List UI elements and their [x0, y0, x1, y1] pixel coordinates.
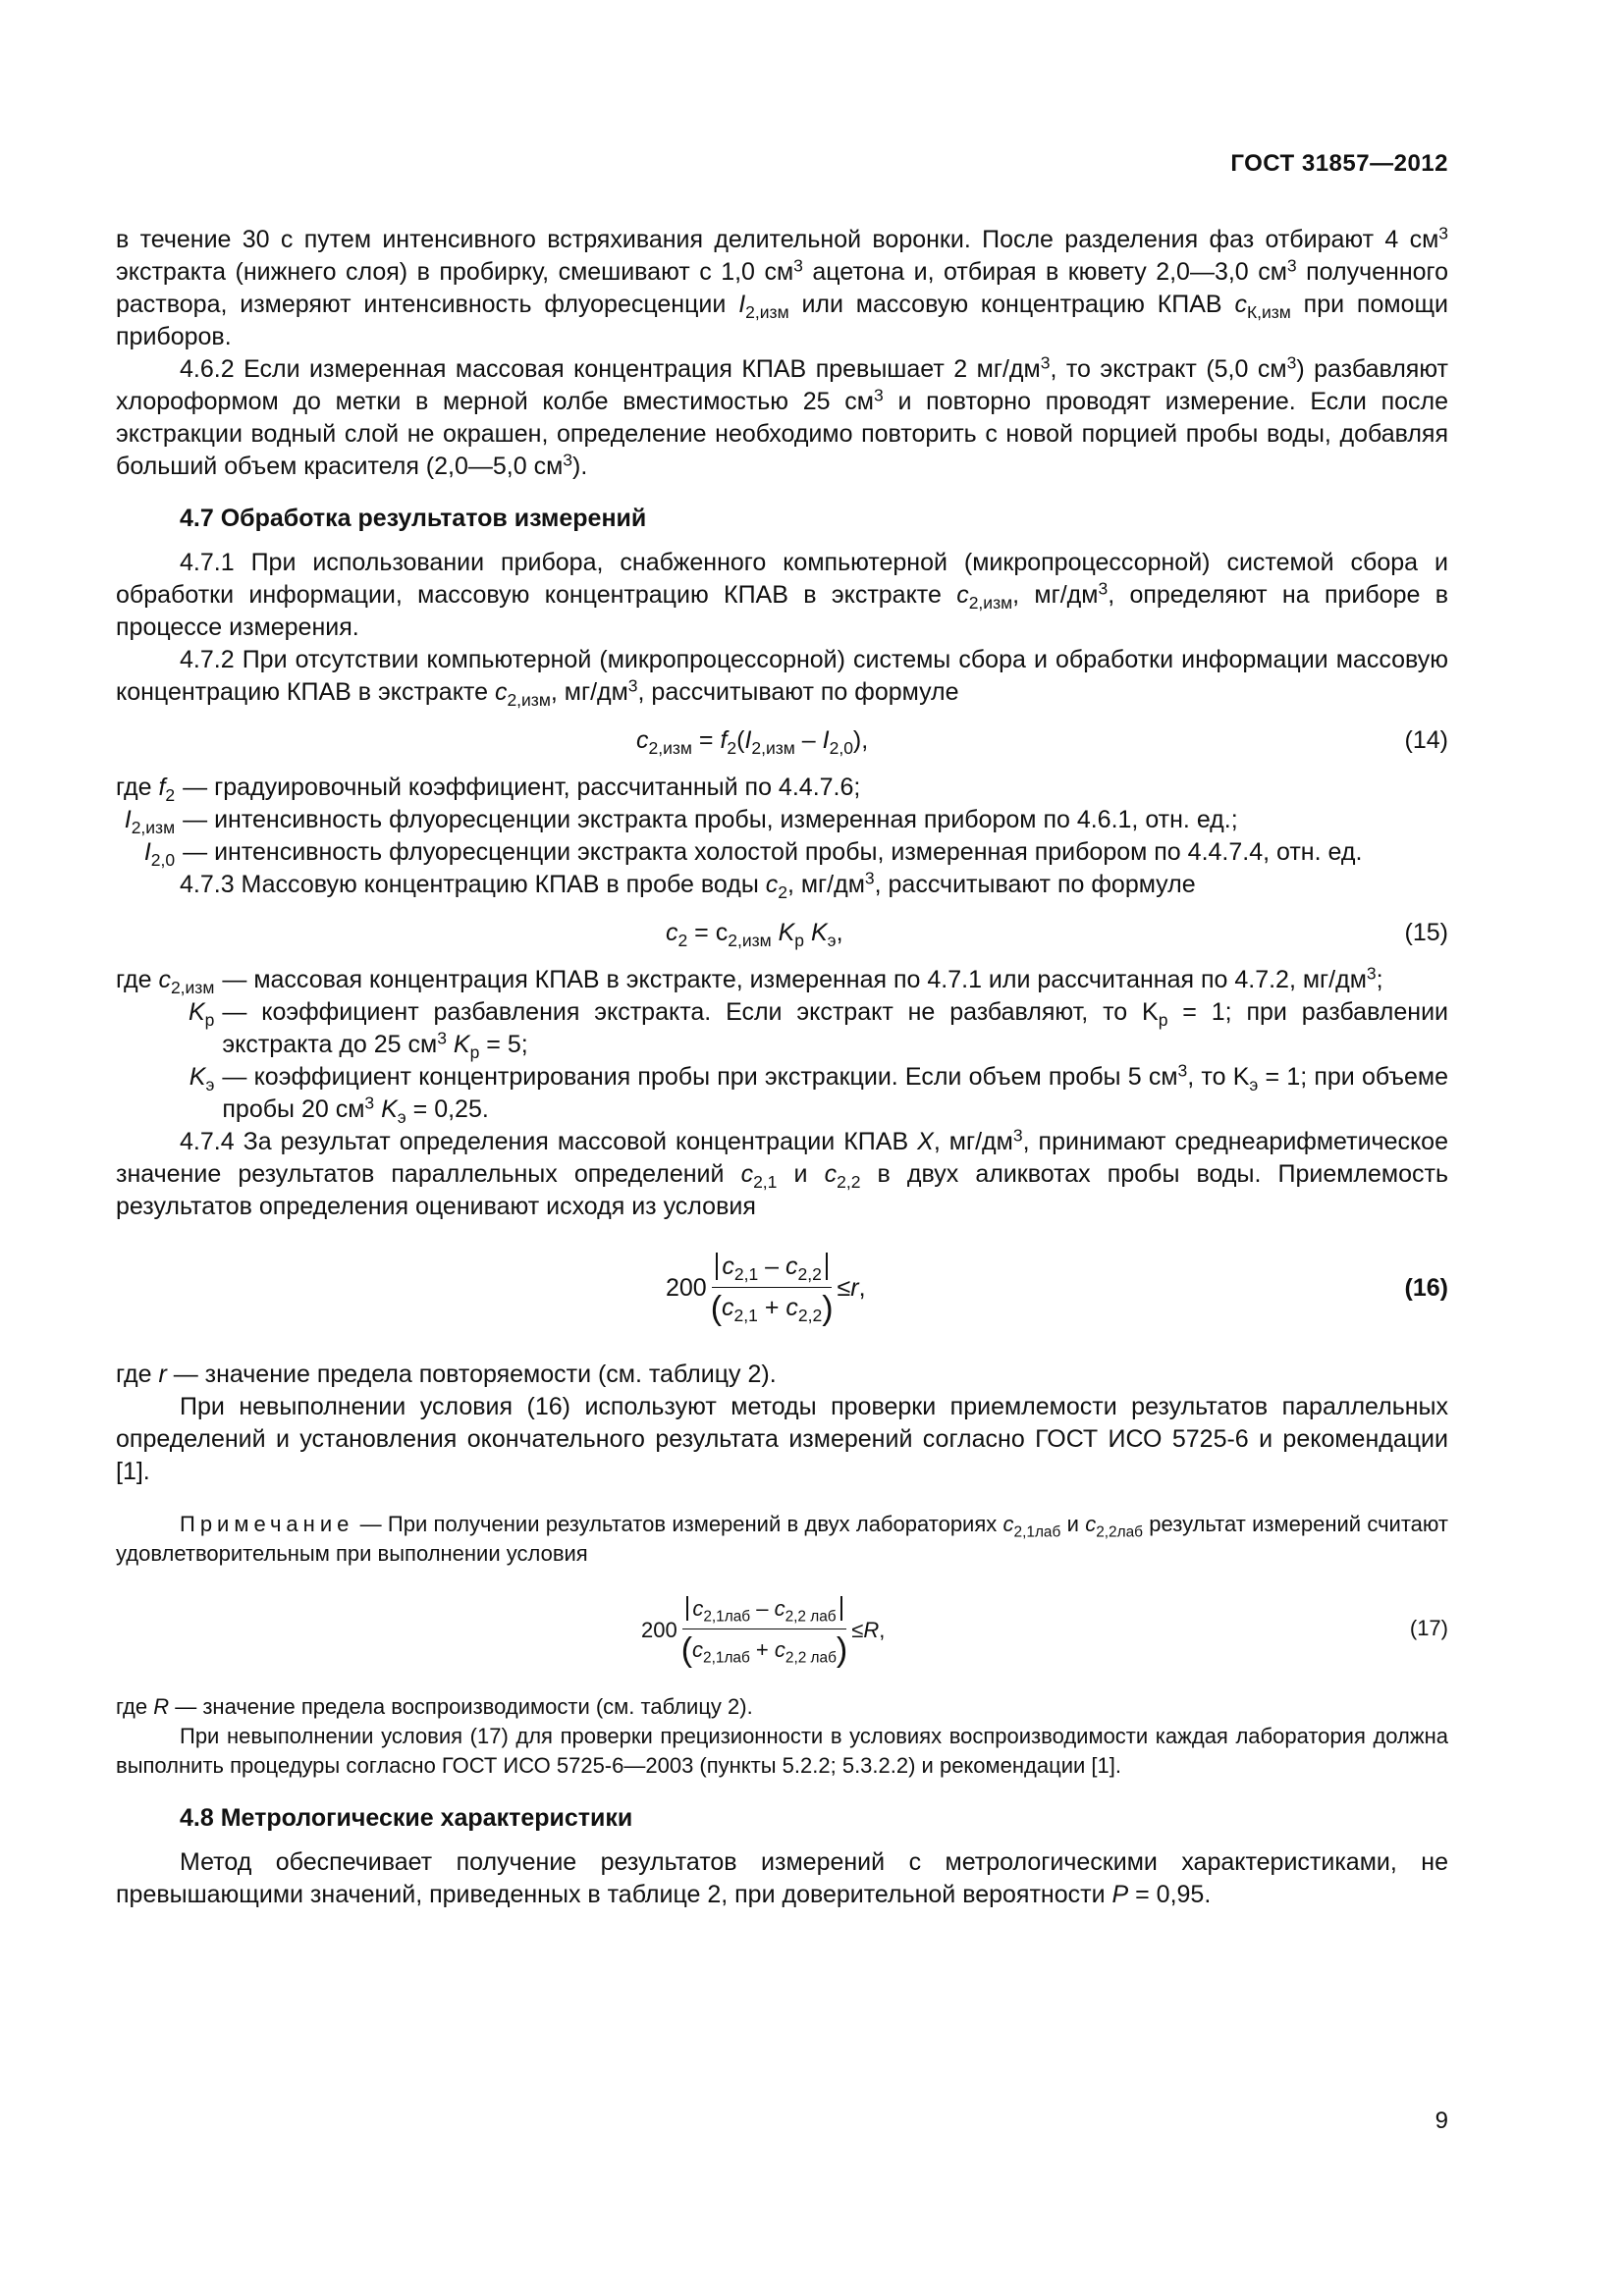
- formula-15: [116, 909, 1448, 964]
- fraction: $\frac{c_{2,1} - c_{2,2}}{(c_{2,1} + c_{2,2})}$: [710, 1253, 834, 1327]
- definition-text: — градуировочный коэффициент, рассчитанный по 4.4.7.6;: [183, 774, 861, 801]
- definition-symbol: $I_{2,изм}$: [124, 806, 176, 838]
- formula-15-number: (15): [1404, 919, 1448, 946]
- definition-symbol: $K_р$: [188, 998, 215, 1031]
- paragraph-r-definition: где r — значение предела повторяемости (см. таблицу 2).: [116, 1361, 777, 1388]
- formula-15-expression: $c_2 = c_{2,изм}$ $K_р$ $K_э$,: [666, 919, 843, 951]
- formula-17-expression: 200 $c_{2,1лаб} - c_{2,2 лаб}$ $(c_{2,1лаб} + c_{2,2 лаб})$ ≤ R ,: [641, 1592, 885, 1667]
- formula-16-expression: 200 $\frac{c_{2,1} - c_{2,2}}{(c_{2,1} + c_{2,2})}$ ≤ r ,: [666, 1253, 866, 1327]
- definition-text: — массовая концентрация КПАВ в экстракте, измеренная по 4.7.1 или рассчитанная по 4.7.2, $мг/дм^3$;: [222, 963, 1383, 993]
- document-page: [116, 0, 1448, 2296]
- document-header: ГОСТ 31857—2012: [1230, 150, 1448, 177]
- paragraph-condition-16-fail: При невыполнении условия (16) используют методы проверки приемлемости результатов параллельных определений и установления окончательного результата измерений согласно ГОСТ ИСО 5725-6 и рекомендации [1].: [116, 1393, 1448, 1485]
- fraction: $c_{2,1лаб} - c_{2,2 лаб}$ $(c_{2,1лаб} + c_{2,2 лаб})$: [677, 1592, 852, 1667]
- definition-text: — интенсивность флуоресценции экстракта холостой пробы, измеренная прибором по 4.4.7.4, отн. ед.: [183, 838, 1363, 866]
- formula-14-expression: $c_{2,изм} = f_2(I_{2,изм} - I_{2,0})$,: [636, 726, 869, 759]
- section-heading-4-8: 4.8 Метрологические характеристики: [180, 1804, 633, 1832]
- paragraph-4-6-2: 4.6.2 Если измеренная массовая концентрация КПАВ превышает 2 $мг/дм^3$, то экстракт (5,0 $см^3$) разбавляют хлороформом до метки в мерной колбе вместимостью 25 $см^3$ и повторно проводят измерение. Если после экстракции водный слой не окрашен, определение необходимо повторить с новой порцией пробы воды, добавляя больший объем красителя (2,0—5,0 $см^3$).: [116, 352, 1448, 480]
- paragraph-4-7-2: 4.7.2 При отсутствии компьютерной (микропроцессорной) системы сбора и обработки информации массовую концентрацию КПАВ в экстракте $c_{2,изм}$, $мг/дм^3$, рассчитывают по формуле: [116, 646, 1448, 711]
- definitions-14: [116, 772, 1448, 869]
- paragraph-4-7-1: 4.7.1 При использовании прибора, снабженного компьютерной (микропроцессорной) системой сбора и обработки информации, массовую концентрацию КПАВ в экстракте $c_{2,изм}$, $мг/дм^3$, определяют на приборе в процессе измерения.: [116, 549, 1449, 641]
- formula-14-number: (14): [1404, 726, 1448, 754]
- note-paragraph: Примечание — При получении результатов измерений в двух лабораториях $c_{2,1лаб}$ и $c_{2,2лаб}$ результат измерений считают удовлетворительным при выполнении условия: [116, 1512, 1449, 1566]
- definition-symbol: где $c_{2,изм}$: [116, 966, 215, 998]
- document-body: [116, 224, 1448, 1911]
- formula-17-number: (17): [1409, 1616, 1448, 1640]
- definition-text: — коэффициент концентрирования пробы при экстракции. Если объем пробы 5 $см^3$, то $K_э = 1$; при объеме пробы 20 $см^3$ $K_э = 0,25$.: [222, 1060, 1448, 1128]
- formula-14: [116, 717, 1448, 772]
- formula-17: [116, 1576, 1448, 1692]
- paragraph-condition-17-fail: При невыполнении условия (17) для проверки прецизионности в условиях воспроизводимости каждая лаборатория должна выполнить процедуры согласно ГОСТ ИСО 5725-6—2003 (пункты 5.2.2; 5.3.2.2) и рекомендации [1].: [116, 1724, 1448, 1778]
- paragraph-4-7-4: 4.7.4 За результат определения массовой концентрации КПАВ X, $мг/дм^3$, принимают среднеарифметическое значение результатов параллельных определений $c_{2,1}$ и $c_{2,2}$ в двух аликвотах пробы воды. Приемлемость результатов определения оценивают исходя из условия: [116, 1125, 1448, 1220]
- definition-text: — коэффициент разбавления экстракта. Если экстракт не разбавляют, то $K_р = 1$; при разбавлении экстракта до 25 $см^3$ $K_р = 5$;: [222, 998, 1449, 1063]
- definition-symbol: $K_э$: [189, 1063, 215, 1095]
- paragraph-4-7-3: 4.7.3 Массовую концентрацию КПАВ в пробе воды $c_2$, $мг/дм^3$, рассчитывают по формуле: [180, 868, 1196, 903]
- definitions-15: [116, 964, 1448, 1126]
- paragraph-continuation: в течение 30 с путем интенсивного встряхивания делительной воронки. После разделения фаз отбирают 4 $см^3$ экстракта (нижнего слоя) в пробирку, смешивают с 1,0 $см^3$ ацетона и, отбирая в кювету 2,0—3,0 $см^3$ полученного раствора, измеряют интенсивность флуоресценции $I_{2,изм}$ или массовую концентрацию КПАВ $c_{К,изм}$ при помощи приборов.: [116, 223, 1449, 350]
- definition-symbol: где $f_2$: [116, 774, 176, 806]
- definition-symbol: $I_{2,0}$: [143, 838, 176, 871]
- paragraph-4-8: Метод обеспечивает получение результатов измерений с метрологическими характеристиками, не превышающими значений, приведенных в таблице 2, при доверительной вероятности P = 0,95.: [116, 1848, 1448, 1908]
- formula-16: [116, 1231, 1448, 1359]
- formula-16-number: (16): [1404, 1274, 1448, 1302]
- paragraph-R-definition: где R — значение предела воспроизводимости (см. таблицу 2).: [116, 1694, 753, 1719]
- page-number: 9: [1435, 2108, 1448, 2134]
- section-heading-4-7: 4.7 Обработка результатов измерений: [180, 505, 647, 532]
- definition-text: — интенсивность флуоресценции экстракта пробы, измеренная прибором по 4.6.1, отн. ед.;: [183, 806, 1238, 833]
